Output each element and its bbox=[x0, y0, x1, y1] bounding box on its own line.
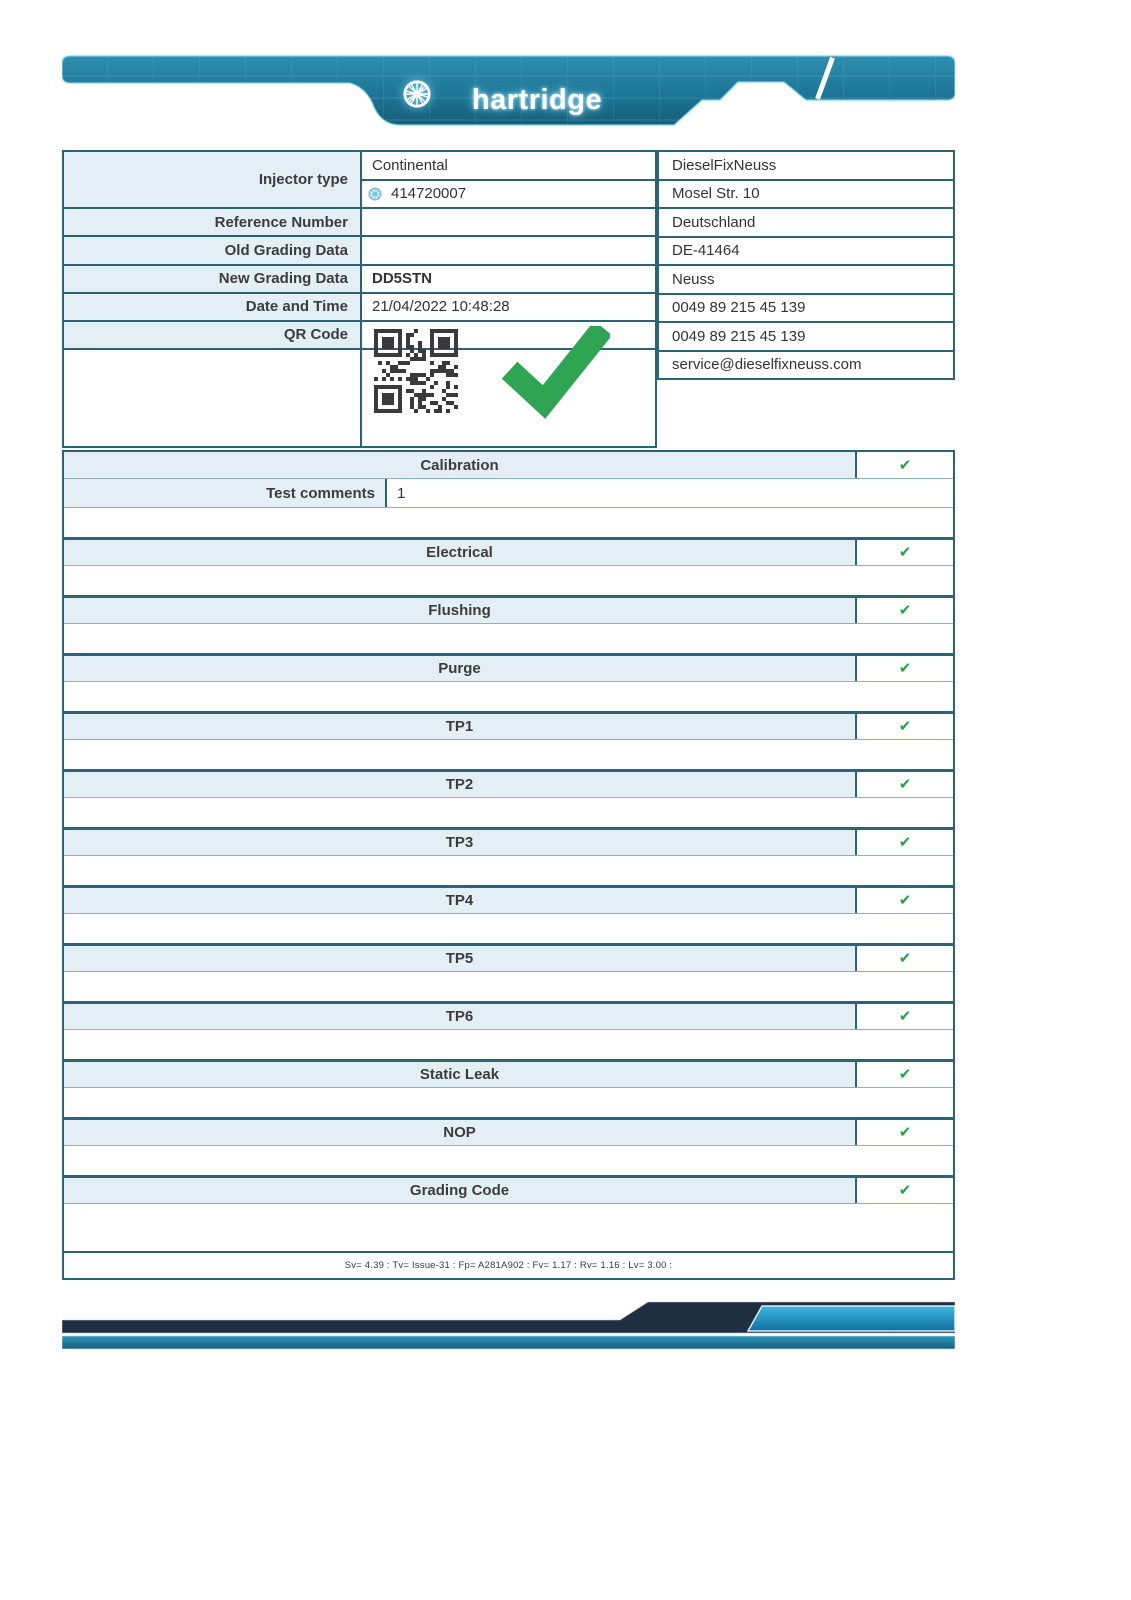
test-row-tp2 bbox=[64, 769, 953, 798]
test-comments-row bbox=[64, 479, 953, 508]
column-divider bbox=[360, 152, 362, 446]
test-result-cell bbox=[855, 656, 953, 681]
brand-name: hartridge bbox=[471, 83, 603, 116]
new-grading-value: DD5STN bbox=[372, 270, 433, 287]
test-label: TP5 bbox=[64, 946, 855, 971]
address-company: DieselFixNeuss bbox=[659, 152, 953, 181]
address-country: Deutschland bbox=[659, 209, 953, 238]
test-result-cell bbox=[855, 714, 953, 739]
test-result-cell bbox=[855, 452, 953, 478]
check-icon: ✔ bbox=[898, 1182, 912, 1199]
new-grading-label: New Grading Data bbox=[218, 270, 348, 287]
software-version-line: Sv= 4.39 : Tv= Issue-31 : Fp= A281A902 : Fv= 1.17 : Rv= 1.16 : Lv= 3.00 : bbox=[64, 1251, 953, 1278]
test-label: Purge bbox=[64, 656, 855, 681]
test-row-flushing bbox=[64, 595, 953, 624]
test-label: Flushing bbox=[64, 598, 855, 623]
test-row-tp1 bbox=[64, 711, 953, 740]
injector-info-table bbox=[62, 150, 657, 448]
injector-serial-row bbox=[368, 180, 466, 208]
check-icon: ✔ bbox=[898, 892, 912, 909]
check-icon: ✔ bbox=[898, 660, 912, 677]
address-email: service@dieselfixneuss.com bbox=[672, 356, 862, 374]
test-label: Calibration bbox=[64, 452, 855, 478]
check-icon: ✔ bbox=[898, 1066, 912, 1083]
injector-serial-value: 414720007 bbox=[391, 185, 467, 202]
test-result-cell bbox=[855, 946, 953, 971]
check-icon: ✔ bbox=[898, 1124, 912, 1141]
overall-pass-check-icon bbox=[502, 326, 610, 426]
wheel-logo-icon bbox=[402, 79, 432, 109]
test-label: TP2 bbox=[64, 772, 855, 797]
test-row-purge bbox=[64, 653, 953, 682]
address-postcode: DE-41464 bbox=[659, 238, 953, 267]
test-label: NOP bbox=[64, 1120, 855, 1145]
test-row-tp4 bbox=[64, 885, 953, 914]
injector-make-value: Continental bbox=[372, 157, 448, 174]
check-icon: ✔ bbox=[898, 544, 912, 561]
reference-number-label: Reference Number bbox=[214, 214, 348, 231]
test-comments-value: 1 bbox=[385, 479, 953, 507]
test-label: TP1 bbox=[64, 714, 855, 739]
footer-banner-graphic bbox=[62, 1297, 955, 1349]
test-label: TP3 bbox=[64, 830, 855, 855]
brand-logo bbox=[402, 79, 672, 121]
footer-banner bbox=[62, 1297, 955, 1349]
test-result-cell bbox=[855, 1120, 953, 1145]
test-row-tp5 bbox=[64, 943, 953, 972]
test-result-cell bbox=[855, 1178, 953, 1203]
test-row-grading-code bbox=[64, 1175, 953, 1204]
check-icon: ✔ bbox=[898, 950, 912, 967]
small-wheel-icon bbox=[368, 187, 382, 201]
test-comments-label: Test comments bbox=[64, 479, 385, 507]
date-time-label: Date and Time bbox=[245, 298, 348, 315]
header-banner bbox=[62, 55, 955, 127]
test-label: TP4 bbox=[64, 888, 855, 913]
check-icon: ✔ bbox=[898, 602, 912, 619]
test-row-tp6 bbox=[64, 1001, 953, 1030]
address-street: Mosel Str. 10 bbox=[659, 181, 953, 210]
test-result-cell bbox=[855, 1004, 953, 1029]
check-icon: ✔ bbox=[898, 1008, 912, 1025]
check-icon: ✔ bbox=[898, 834, 912, 851]
check-icon: ✔ bbox=[898, 456, 912, 474]
test-results-table bbox=[62, 450, 955, 1280]
address-city: Neuss bbox=[659, 266, 953, 295]
check-icon: ✔ bbox=[898, 776, 912, 793]
test-label: Static Leak bbox=[64, 1062, 855, 1087]
test-result-cell bbox=[855, 598, 953, 623]
qr-code bbox=[374, 329, 458, 413]
test-result-cell bbox=[855, 888, 953, 913]
date-time-value: 21/04/2022 10:48:28 bbox=[372, 298, 510, 315]
test-label: Grading Code bbox=[64, 1178, 855, 1203]
test-result-cell bbox=[855, 540, 953, 565]
test-label: TP6 bbox=[64, 1004, 855, 1029]
test-result-cell bbox=[855, 1062, 953, 1087]
address-phone: 0049 89 215 45 139 bbox=[659, 295, 953, 324]
address-fax: 0049 89 215 45 139 bbox=[659, 323, 953, 352]
test-row-nop bbox=[64, 1117, 953, 1146]
test-label: Electrical bbox=[64, 540, 855, 565]
old-grading-label: Old Grading Data bbox=[224, 242, 348, 259]
test-result-cell bbox=[855, 772, 953, 797]
test-row-tp3 bbox=[64, 827, 953, 856]
service-center-address-table bbox=[657, 150, 955, 380]
qr-code-label: QR Code bbox=[283, 326, 348, 343]
test-row-static-leak bbox=[64, 1059, 953, 1088]
test-row-calibration bbox=[64, 452, 953, 479]
check-icon: ✔ bbox=[898, 718, 912, 735]
test-result-cell bbox=[855, 830, 953, 855]
test-row-electrical bbox=[64, 537, 953, 566]
injector-type-label: Injector type bbox=[258, 171, 348, 188]
